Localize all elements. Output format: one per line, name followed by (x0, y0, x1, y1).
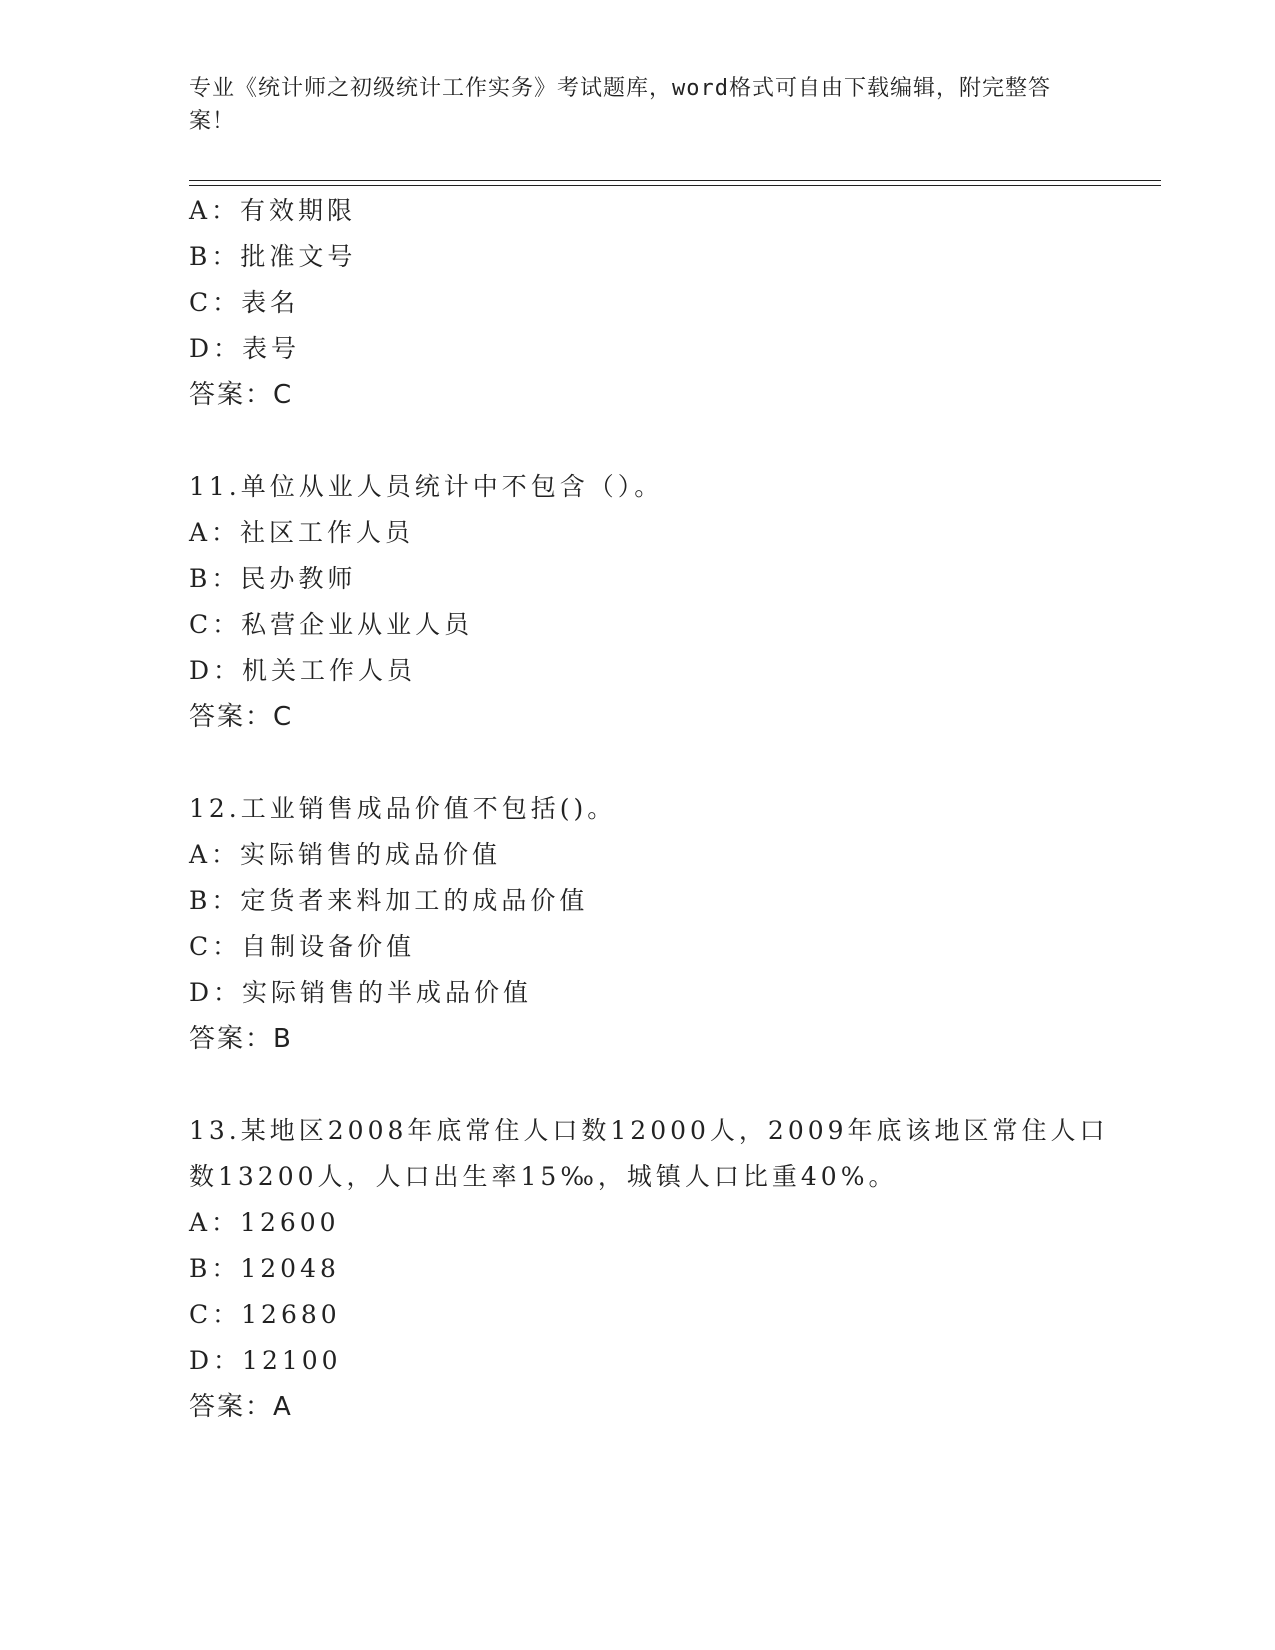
question-13 (189, 1108, 1109, 1430)
answer: 答案：C (189, 380, 294, 410)
spacer (189, 418, 1089, 464)
option-c: C：表名 (189, 288, 300, 317)
question-12 (189, 786, 1089, 1062)
header-divider-top (189, 180, 1161, 181)
spacer (189, 1062, 1089, 1108)
option-d: D：机关工作人员 (189, 656, 417, 685)
option-c: C：12680 (189, 1300, 341, 1329)
document-intro: 专业《统计师之初级统计工作实务》考试题库，word格式可自由下载编辑，附完整答案！ (189, 76, 1051, 134)
answer: 答案：C (189, 702, 294, 732)
option-a: A：12600 (189, 1208, 340, 1237)
question-text: 12.工业销售成品价值不包括()。 (189, 794, 617, 823)
option-d: D：表号 (189, 334, 301, 363)
question-11 (189, 464, 1089, 740)
question-10 (189, 188, 1089, 418)
option-c: C：私营企业从业人员 (189, 610, 474, 639)
option-d: D：12100 (189, 1346, 342, 1375)
answer: 答案：A (189, 1392, 293, 1422)
header-divider-bottom (189, 185, 1161, 186)
question-list (189, 188, 1109, 1430)
option-b: B：12048 (189, 1254, 340, 1283)
question-text-line-2: 数13200人，人口出生率15‰，城镇人口比重40%。 (189, 1162, 898, 1191)
question-text: 11.单位从业人员统计中不包含（）。 (189, 472, 664, 501)
option-b: B：批准文号 (189, 242, 357, 271)
option-d: D：实际销售的半成品价值 (189, 978, 533, 1007)
option-b: B：民办教师 (189, 564, 357, 593)
option-b: B：定货者来料加工的成品价值 (189, 886, 589, 915)
option-c: C：自制设备价值 (189, 932, 416, 961)
option-a: A：实际销售的成品价值 (189, 840, 502, 869)
option-a: A：有效期限 (189, 196, 357, 225)
question-text-line-1: 13.某地区2008年底常住人口数12000人，2009年底该地区常住人口 (189, 1116, 1109, 1145)
spacer (189, 740, 1089, 786)
answer: 答案：B (189, 1024, 293, 1054)
option-a: A：社区工作人员 (189, 518, 415, 547)
